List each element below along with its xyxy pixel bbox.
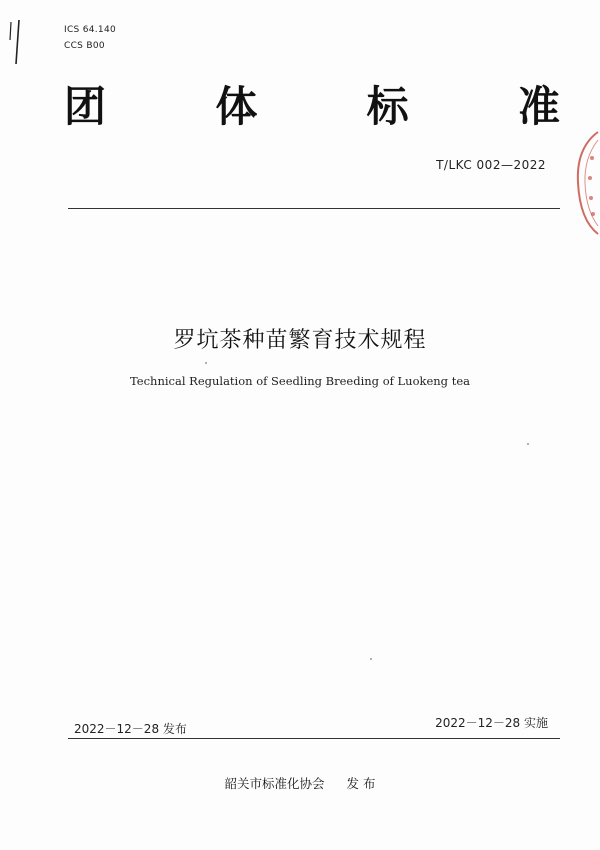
standard-type-title — [64, 82, 560, 132]
standard-number: T/LKC 002—2022 — [436, 158, 546, 172]
scan-speck — [205, 362, 207, 364]
ccs-code: CCS B00 — [64, 41, 105, 51]
scan-speck — [370, 658, 372, 660]
header-divider — [68, 208, 560, 209]
title-char: 标 — [366, 82, 409, 131]
publish-date: 2022－12－28 发布 — [74, 722, 187, 736]
scan-speck — [527, 443, 529, 445]
document-title-cn: 罗坑茶种苗繁育技术规程 — [173, 328, 427, 353]
title-char: 准 — [517, 82, 560, 131]
issuer-action: 发 布 — [346, 776, 376, 791]
issuer-line — [0, 774, 600, 792]
effective-date: 2022－12－28 实施 — [435, 716, 548, 730]
title-char: 团 — [64, 82, 107, 131]
official-seal-stamp — [572, 128, 600, 238]
title-char: 体 — [215, 82, 258, 131]
classification-codes — [64, 22, 116, 54]
footer-divider — [68, 738, 560, 739]
ics-code: ICS 64.140 — [64, 25, 117, 35]
issuer-name: 韶关市标准化协会 — [224, 776, 325, 791]
document-title-en: Technical Regulation of Seedling Breeding of Luokeng tea — [130, 374, 470, 388]
pen-mark — [8, 18, 22, 68]
